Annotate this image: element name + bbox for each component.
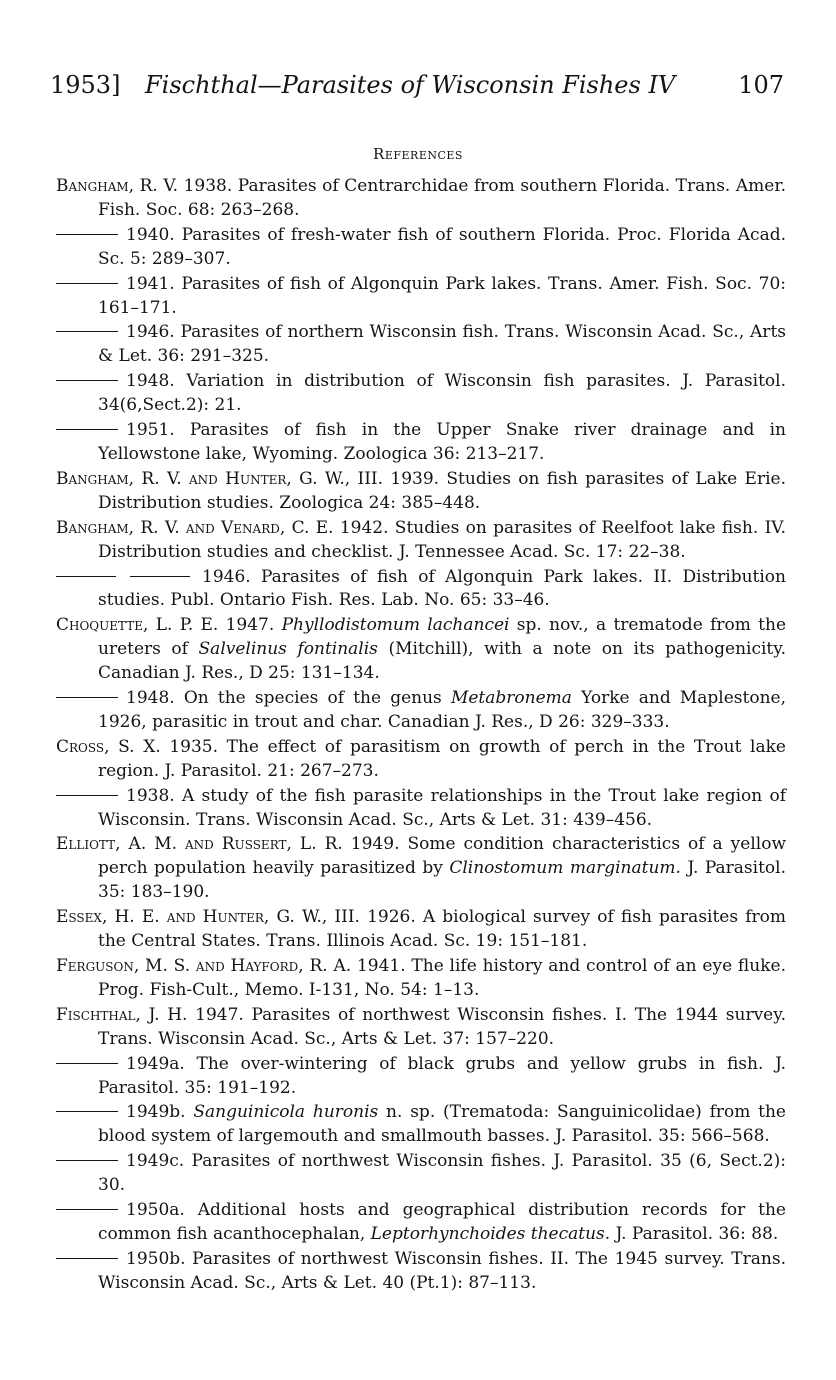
reference-text: 1941. Parasites of fish of Algonquin Park lakes. Trans. Amer. Fish. Soc. 70: 161–171. (98, 273, 786, 318)
running-head (50, 68, 784, 102)
ditto-rule (56, 1209, 118, 1210)
reference-text: 1938. A study of the fish parasite relationships in the Trout lake region of Wisconsin. Trans. Wisconsin Acad. Sc., Arts & Let. 31: 439–456. (98, 785, 786, 830)
reference-author: Bangham, R. V. (56, 176, 179, 196)
reference-list (56, 175, 786, 1296)
ditto-rule (56, 697, 118, 698)
reference-author: Elliott, A. M. and Russert, L. R. (56, 834, 343, 855)
reference-entry (56, 1004, 786, 1052)
reference-entry (56, 468, 786, 516)
reference-entry (56, 785, 786, 833)
section-heading: References (373, 145, 463, 163)
reference-text: 1948. On the species of the genus (126, 688, 451, 709)
reference-entry (56, 614, 786, 686)
reference-text: 1948. Variation in distribution of Wisconsin fish parasites. J. Parasitol. 34(6,Sect.2): 21. (98, 371, 786, 416)
page-number: 107 (738, 71, 784, 99)
reference-text: n. sp. (Trematoda: Sanguinicolidae) from the blood system of largemouth and smallmouth basses. J. Parasitol. 35: 566–568. (98, 1102, 786, 1147)
reference-text: 1926. A biological survey of fish parasites from the Central States. Trans. Illinois Acad. Sc. 19: 151–181. (98, 907, 786, 952)
ditto-rule (56, 795, 118, 796)
reference-entry (56, 1199, 786, 1247)
species-name: Metabronema (450, 688, 572, 709)
reference-text: 1949. Some condition characteristics of a yellow perch population heavily parasitized by (98, 834, 787, 879)
reference-entry (56, 906, 786, 954)
ditto-rule (56, 1258, 118, 1259)
ditto-rule (56, 331, 118, 332)
ditto-rule (56, 234, 118, 235)
reference-text: sp. nov., a trematode from the ureters of (98, 615, 787, 660)
ditto-rule (56, 1160, 118, 1161)
reference-entry (56, 273, 786, 321)
header-year: 1953] (50, 71, 121, 99)
ditto-rule (56, 1063, 118, 1064)
reference-text: 1940. Parasites of fresh-water fish of southern Florida. Proc. Florida Acad. Sc. 5: 289–307. (98, 224, 786, 269)
reference-entry (56, 1101, 786, 1149)
species-name: Leptorhynchoides thecatus. (370, 1223, 611, 1244)
reference-text: 1947. (218, 615, 282, 636)
species-name: Salvelinus fontinalis (198, 639, 378, 660)
species-name: Clinostomum marginatum. (449, 858, 681, 879)
reference-author: Choquette, L. P. E. (56, 615, 219, 636)
reference-entry (56, 1150, 786, 1198)
ditto-rule (56, 429, 118, 430)
species-name: Phyllodistomum lachancei (281, 615, 510, 636)
reference-text: 1950a. Additional hosts and geographical distribution records for the common fish acanthocephalan, (98, 1200, 786, 1244)
reference-text: 1949a. The over-wintering of black grubs and yellow grubs in fish. J. Parasitol. 35: 191–192. (98, 1053, 786, 1098)
reference-text: J. Parasitol. 35: 183–190. (98, 858, 786, 903)
reference-entry (56, 1248, 786, 1296)
reference-author: Fischthal, J. H. (56, 1004, 188, 1025)
reference-text: 1951. Parasites of fish in the Upper Snake river drainage and in Yellowstone lake, Wyoming. Zoologica 36: 213–217. (98, 420, 786, 464)
ditto-rule (56, 380, 118, 381)
reference-entry (56, 1053, 786, 1101)
reference-text: 1949b. (126, 1102, 194, 1123)
species-name: Sanguinicola huronis (193, 1102, 379, 1123)
reference-text: Yorke and Maplestone, 1926, parasitic in trout and char. Canadian J. Res., D 26: 329–333. (98, 688, 787, 732)
reference-text: 1947. Parasites of northwest Wisconsin fishes. I. The 1944 survey. Trans. Wisconsin Acad. Sc., Arts & Let. 37: 157–220. (98, 1004, 786, 1049)
reference-text: 1941. The life history and control of an eye fluke. Prog. Fish-Cult., Memo. I-131, No. 54: 1–13. (98, 956, 786, 1000)
reference-text: J. Parasitol. 36: 88. (610, 1223, 779, 1244)
header-title: Fischthal—Parasites of Wisconsin Fishes IV (145, 71, 676, 99)
reference-entry (56, 566, 786, 614)
reference-entry (56, 517, 786, 565)
reference-text: 1946. Parasites of fish of Algonquin Park lakes. II. Distribution studies. Publ. Ontario Fish. Res. Lab. No. 65: 33–46. (98, 566, 786, 611)
reference-author: Bangham, R. V. and Venard, C. E. (56, 517, 334, 538)
reference-entry (56, 370, 786, 418)
reference-author: Cross, S. X. (56, 736, 161, 757)
reference-author: Essex, H. E. and Hunter, G. W., III. (56, 907, 360, 928)
reference-entry (56, 955, 786, 1003)
reference-entry (56, 419, 786, 467)
reference-entry (56, 687, 786, 735)
reference-text: 1938. Parasites of Centrarchidae from southern Florida. Trans. Amer. Fish. Soc. 68: 263–268. (98, 176, 786, 220)
reference-entry (56, 224, 786, 272)
reference-text: 1939. Studies on fish parasites of Lake Erie. Distribution studies. Zoologica 24: 385–448. (98, 468, 786, 513)
ditto-rule (56, 283, 118, 284)
reference-text: 1949c. Parasites of northwest Wisconsin fishes. J. Parasitol. 35 (6, Sect.2): 30. (98, 1151, 786, 1196)
reference-entry (56, 321, 786, 369)
reference-text: 1942. Studies on parasites of Reelfoot lake fish. IV. Distribution studies and checklist. J. Tennessee Acad. Sc. 17: 22–38. (98, 517, 786, 562)
reference-text: (Mitchill), with a note on its pathogenicity. Canadian J. Res., D 25: 131–134. (98, 639, 786, 684)
reference-text: 1946. Parasites of northern Wisconsin fish. Trans. Wisconsin Acad. Sc., Arts & Let. 36: 291–325. (98, 322, 786, 367)
reference-entry (56, 736, 786, 784)
reference-text: 1950b. Parasites of northwest Wisconsin fishes. II. The 1945 survey. Trans. Wisconsin Acad. Sc., Arts & Let. 40 (Pt.1): 87–113. (98, 1248, 786, 1293)
reference-author: Ferguson, M. S. and Hayford, R. A. (56, 956, 352, 976)
reference-entry (56, 175, 786, 223)
ditto-rule (56, 1111, 118, 1112)
reference-author: Bangham, R. V. and Hunter, G. W., III. (56, 468, 384, 489)
reference-text: 1935. The effect of parasitism on growth of perch in the Trout lake region. J. Parasitol. 21: 267–273. (98, 736, 786, 781)
reference-entry (56, 833, 786, 905)
